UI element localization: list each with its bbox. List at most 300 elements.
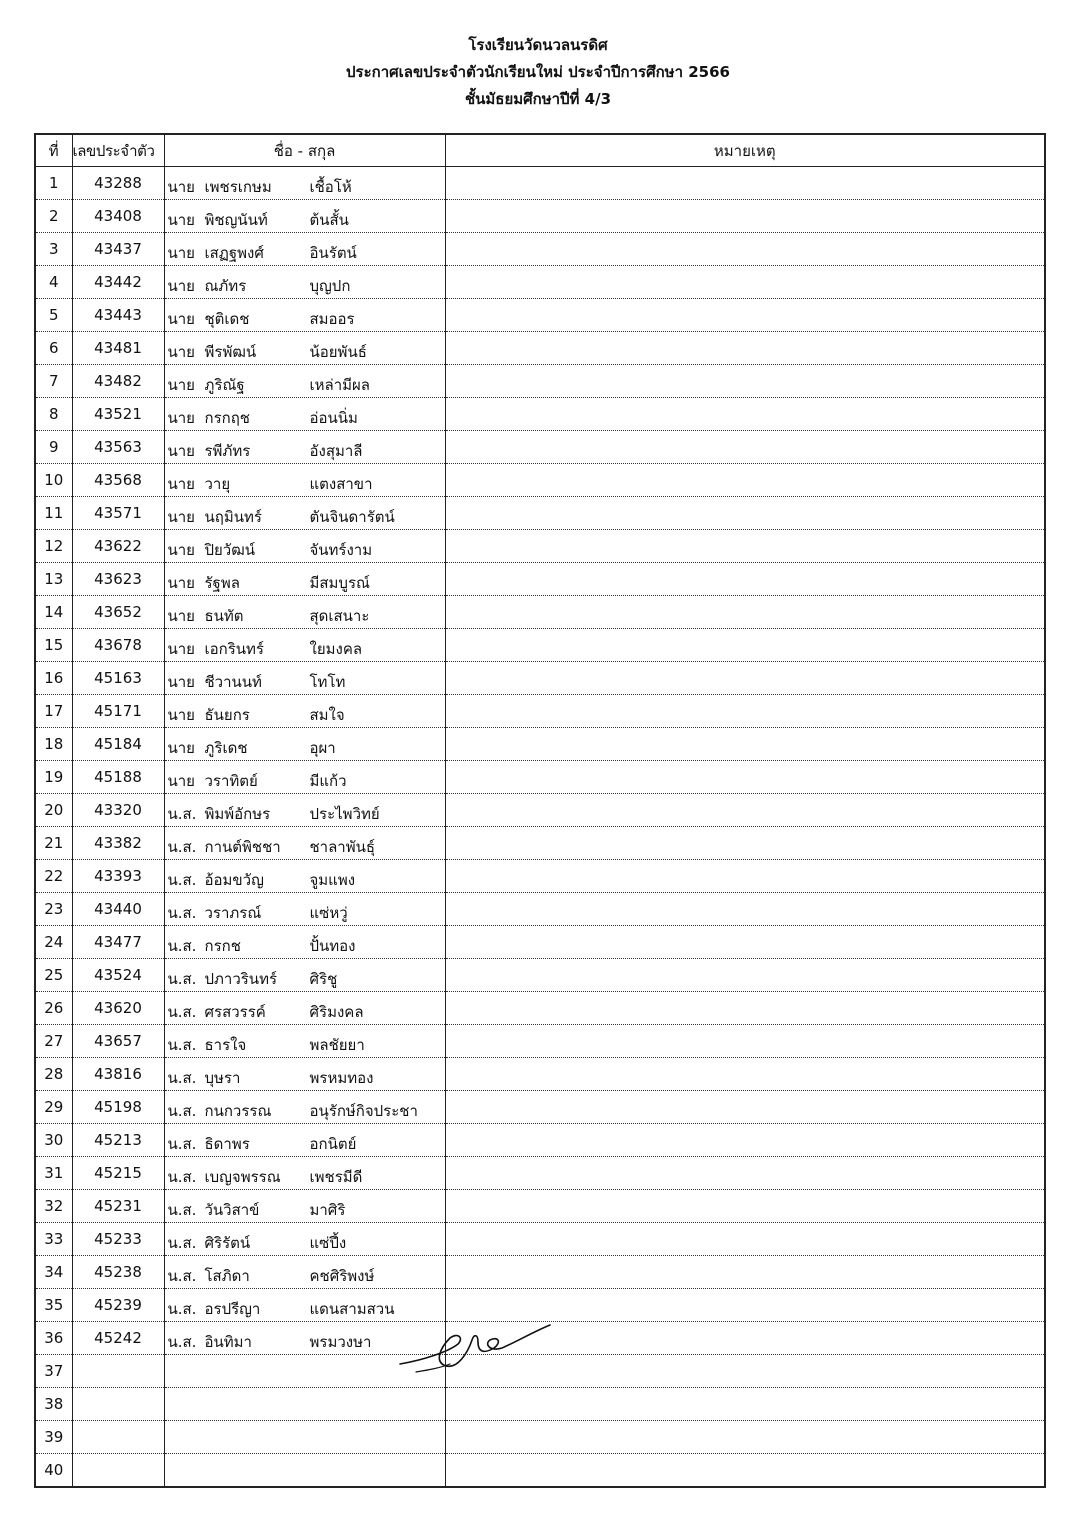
- student-name-cell: [164, 398, 445, 431]
- name-prefix: นาย: [167, 409, 195, 427]
- student-name-cell: [164, 332, 445, 365]
- note-cell: [445, 1190, 1045, 1223]
- last-name: มีสมบูรณ์: [309, 574, 370, 592]
- name-prefix: นาย: [167, 772, 195, 790]
- table-row: [35, 827, 1045, 860]
- note-cell: [445, 1058, 1045, 1091]
- header-student-id: เลขประจำตัว: [72, 134, 164, 167]
- student-id: 45215: [72, 1157, 164, 1190]
- last-name: แตงสาขา: [309, 475, 373, 493]
- student-id: 43816: [72, 1058, 164, 1091]
- student-name-cell: [164, 728, 445, 761]
- first-name: กรกช: [204, 937, 241, 955]
- note-cell: [445, 926, 1045, 959]
- name-prefix: น.ส.: [167, 1300, 197, 1318]
- note-cell: [445, 959, 1045, 992]
- first-name: วราภรณ์: [204, 904, 262, 922]
- table-row: [35, 1157, 1045, 1190]
- first-name: อ้อมขวัญ: [204, 871, 264, 889]
- student-name-cell: [164, 530, 445, 563]
- last-name: น้อยพันธ์: [309, 343, 367, 361]
- row-number: 22: [35, 860, 72, 893]
- first-name: วายุ: [204, 475, 231, 493]
- student-name-cell: [164, 464, 445, 497]
- name-prefix: นาย: [167, 739, 195, 757]
- table-row: [35, 332, 1045, 365]
- last-name: เพชรมีดี: [309, 1168, 363, 1186]
- student-id: [72, 1421, 164, 1454]
- note-cell: [445, 1256, 1045, 1289]
- note-cell: [445, 992, 1045, 1025]
- student-id: 45198: [72, 1091, 164, 1124]
- student-roster-table: [34, 133, 1046, 1488]
- first-name: พิชญนันท์: [204, 211, 268, 229]
- first-name: บุษรา: [204, 1069, 241, 1087]
- name-prefix: นาย: [167, 244, 195, 262]
- student-name-cell: [164, 1058, 445, 1091]
- first-name: ชุติเดช: [204, 310, 250, 328]
- first-name: พีรพัฒน์: [204, 343, 257, 361]
- student-name-cell: [164, 695, 445, 728]
- first-name: ปภาวรินทร์: [204, 970, 278, 988]
- table-row: [35, 992, 1045, 1025]
- first-name: เอกรินทร์: [204, 640, 264, 658]
- row-number: 7: [35, 365, 72, 398]
- row-number: 39: [35, 1421, 72, 1454]
- last-name: มาศิริ: [309, 1201, 346, 1219]
- row-number: 29: [35, 1091, 72, 1124]
- student-name-cell: [164, 629, 445, 662]
- name-prefix: น.ส.: [167, 1102, 197, 1120]
- student-name-cell: [164, 299, 445, 332]
- student-id: 45233: [72, 1223, 164, 1256]
- name-prefix: น.ส.: [167, 1036, 197, 1054]
- student-id: 43571: [72, 497, 164, 530]
- student-name-cell: [164, 761, 445, 794]
- table-row: [35, 563, 1045, 596]
- row-number: 19: [35, 761, 72, 794]
- row-number: 35: [35, 1289, 72, 1322]
- last-name: ชาลาพันธุ์: [309, 838, 376, 856]
- student-name-cell: [164, 959, 445, 992]
- table-row: [35, 1025, 1045, 1058]
- row-number: 6: [35, 332, 72, 365]
- first-name: เพชรเกษม: [204, 178, 272, 196]
- note-cell: [445, 266, 1045, 299]
- student-id: 43477: [72, 926, 164, 959]
- name-prefix: นาย: [167, 442, 195, 460]
- student-name-cell: [164, 365, 445, 398]
- student-name-cell: [164, 893, 445, 926]
- table-row: [35, 497, 1045, 530]
- row-number: 17: [35, 695, 72, 728]
- header-name: ชื่อ - สกุล: [164, 134, 445, 167]
- header-note: หมายเหตุ: [445, 134, 1045, 167]
- student-id: 45238: [72, 1256, 164, 1289]
- student-name-cell: [164, 926, 445, 959]
- row-number: 18: [35, 728, 72, 761]
- row-number: 30: [35, 1124, 72, 1157]
- first-name: อินทิมา: [204, 1333, 252, 1351]
- student-name-cell: [164, 662, 445, 695]
- name-prefix: นาย: [167, 607, 195, 625]
- note-cell: [445, 860, 1045, 893]
- table-row: [35, 959, 1045, 992]
- student-name-cell: [164, 1190, 445, 1223]
- last-name: ต้นสั้น: [309, 211, 349, 229]
- note-cell: [445, 1091, 1045, 1124]
- student-name-cell: [164, 860, 445, 893]
- student-id: 43620: [72, 992, 164, 1025]
- student-id: 45239: [72, 1289, 164, 1322]
- name-prefix: นาย: [167, 508, 195, 526]
- note-cell: [445, 596, 1045, 629]
- row-number: 3: [35, 233, 72, 266]
- student-id: 43622: [72, 530, 164, 563]
- student-id: 43440: [72, 893, 164, 926]
- table-row: [35, 728, 1045, 761]
- last-name: พลชัยยา: [309, 1036, 365, 1054]
- row-number: 27: [35, 1025, 72, 1058]
- student-name-cell: [164, 827, 445, 860]
- first-name: ชีวานนท์: [204, 673, 262, 691]
- student-id: 45188: [72, 761, 164, 794]
- table-row: [35, 1091, 1045, 1124]
- name-prefix: น.ส.: [167, 1069, 197, 1087]
- last-name: แดนสามสวน: [309, 1300, 395, 1318]
- student-id: 43652: [72, 596, 164, 629]
- first-name: วันวิสาข์: [204, 1201, 260, 1219]
- table-row: [35, 629, 1045, 662]
- first-name: ภูริณัฐ: [204, 376, 245, 394]
- row-number: 9: [35, 431, 72, 464]
- row-number: 2: [35, 200, 72, 233]
- table-row: [35, 662, 1045, 695]
- student-name-cell: [164, 1124, 445, 1157]
- table-row: [35, 1421, 1045, 1454]
- name-prefix: น.ส.: [167, 1168, 197, 1186]
- note-cell: [445, 1223, 1045, 1256]
- document-header: [0, 34, 1076, 115]
- row-number: 25: [35, 959, 72, 992]
- first-name: เสฏฐพงศ์: [204, 244, 264, 262]
- table-row: [35, 1124, 1045, 1157]
- last-name: บุญปก: [309, 277, 351, 295]
- name-prefix: น.ส.: [167, 1003, 197, 1021]
- name-prefix: นาย: [167, 574, 195, 592]
- row-number: 33: [35, 1223, 72, 1256]
- last-name: แซ่หวู่: [309, 904, 348, 922]
- note-cell: [445, 827, 1045, 860]
- student-id: 43521: [72, 398, 164, 431]
- table-row: [35, 530, 1045, 563]
- row-number: 11: [35, 497, 72, 530]
- student-name-cell: [164, 1388, 445, 1421]
- row-number: 5: [35, 299, 72, 332]
- table-row: [35, 695, 1045, 728]
- last-name: ปั้นทอง: [309, 937, 356, 955]
- table-body: [35, 167, 1045, 1488]
- table-row: [35, 1058, 1045, 1091]
- table-row: [35, 365, 1045, 398]
- name-prefix: น.ส.: [167, 1267, 197, 1285]
- note-cell: [445, 431, 1045, 464]
- last-name: อนุรักษ์กิจประชา: [309, 1102, 418, 1120]
- row-number: 21: [35, 827, 72, 860]
- table-row: [35, 1388, 1045, 1421]
- row-number: 13: [35, 563, 72, 596]
- note-cell: [445, 728, 1045, 761]
- student-id: 45171: [72, 695, 164, 728]
- table-row: [35, 1223, 1045, 1256]
- first-name: นฤมินทร์: [204, 508, 262, 526]
- name-prefix: น.ส.: [167, 970, 197, 988]
- student-id: 43382: [72, 827, 164, 860]
- note-cell: [445, 1421, 1045, 1454]
- student-name-cell: [164, 596, 445, 629]
- student-id: 43657: [72, 1025, 164, 1058]
- table-row: [35, 860, 1045, 893]
- name-prefix: นาย: [167, 475, 195, 493]
- name-prefix: น.ส.: [167, 805, 197, 823]
- table-row: [35, 464, 1045, 497]
- last-name: สมใจ: [309, 706, 345, 724]
- student-name-cell: [164, 200, 445, 233]
- last-name: เชื้อโห้: [309, 178, 352, 196]
- student-name-cell: [164, 1223, 445, 1256]
- last-name: จูมแพง: [309, 871, 356, 889]
- note-cell: [445, 530, 1045, 563]
- name-prefix: น.ส.: [167, 871, 197, 889]
- note-cell: [445, 299, 1045, 332]
- note-cell: [445, 662, 1045, 695]
- first-name: ปิยวัฒน์: [204, 541, 256, 559]
- name-prefix: น.ส.: [167, 937, 197, 955]
- row-number: 37: [35, 1355, 72, 1388]
- name-prefix: นาย: [167, 343, 195, 361]
- last-name: เหล่ามีผล: [309, 376, 370, 394]
- student-id: 45163: [72, 662, 164, 695]
- table-row: [35, 893, 1045, 926]
- name-prefix: นาย: [167, 310, 195, 328]
- first-name: โสภิดา: [204, 1267, 250, 1285]
- student-name-cell: [164, 794, 445, 827]
- first-name: ณภัทร: [204, 277, 247, 295]
- note-cell: [445, 464, 1045, 497]
- note-cell: [445, 1289, 1045, 1322]
- row-number: 12: [35, 530, 72, 563]
- table-row: [35, 398, 1045, 431]
- first-name: พิมพ์อักษร: [204, 805, 271, 823]
- announcement-title: ประกาศเลขประจำตัวนักเรียนใหม่ ประจำปีการศึกษา 2566: [346, 63, 730, 81]
- first-name: ธารใจ: [204, 1036, 247, 1054]
- name-prefix: น.ส.: [167, 1234, 197, 1252]
- first-name: วราทิตย์: [204, 772, 258, 790]
- first-name: ศรสวรรค์: [204, 1003, 266, 1021]
- name-prefix: น.ส.: [167, 838, 197, 856]
- table-row: [35, 1190, 1045, 1223]
- table-row: [35, 266, 1045, 299]
- first-name: ธันยกร: [204, 706, 250, 724]
- name-prefix: น.ส.: [167, 1135, 197, 1153]
- last-name: สมออร: [309, 310, 355, 328]
- row-number: 4: [35, 266, 72, 299]
- last-name: มีแก้ว: [309, 772, 347, 790]
- first-name: กรกฤช: [204, 409, 250, 427]
- last-name: ตันจินดารัตน์: [309, 508, 395, 526]
- note-cell: [445, 1454, 1045, 1488]
- table-row: [35, 794, 1045, 827]
- student-id: 43442: [72, 266, 164, 299]
- first-name: ภูริเดช: [204, 739, 248, 757]
- student-name-cell: [164, 1454, 445, 1488]
- student-name-cell: [164, 1091, 445, 1124]
- note-cell: [445, 1388, 1045, 1421]
- last-name: อินรัตน์: [309, 244, 357, 262]
- name-prefix: น.ส.: [167, 1333, 197, 1351]
- name-prefix: นาย: [167, 277, 195, 295]
- student-id: 43623: [72, 563, 164, 596]
- last-name: ใยมงคล: [309, 640, 363, 658]
- note-cell: [445, 629, 1045, 662]
- row-number: 38: [35, 1388, 72, 1421]
- student-name-cell: [164, 563, 445, 596]
- row-number: 23: [35, 893, 72, 926]
- first-name: รัฐพล: [204, 574, 240, 592]
- student-id: 43524: [72, 959, 164, 992]
- student-name-cell: [164, 1256, 445, 1289]
- row-number: 16: [35, 662, 72, 695]
- header-number: ที่: [35, 134, 72, 167]
- last-name: พรมวงษา: [309, 1333, 372, 1351]
- student-name-cell: [164, 1157, 445, 1190]
- student-id: 43481: [72, 332, 164, 365]
- student-id: 45213: [72, 1124, 164, 1157]
- row-number: 10: [35, 464, 72, 497]
- name-prefix: นาย: [167, 706, 195, 724]
- row-number: 34: [35, 1256, 72, 1289]
- row-number: 28: [35, 1058, 72, 1091]
- note-cell: [445, 695, 1045, 728]
- note-cell: [445, 398, 1045, 431]
- student-id: 45231: [72, 1190, 164, 1223]
- last-name: อังสุมาลี: [309, 442, 363, 460]
- student-id: 43443: [72, 299, 164, 332]
- table-row: [35, 200, 1045, 233]
- name-prefix: นาย: [167, 178, 195, 196]
- student-id: [72, 1388, 164, 1421]
- table-row: [35, 167, 1045, 200]
- row-number: 40: [35, 1454, 72, 1488]
- grade-level: ชั้นมัธยมศึกษาปีที่ 4/3: [464, 90, 612, 108]
- first-name: เบญจพรรณ: [204, 1168, 281, 1186]
- student-name-cell: [164, 167, 445, 200]
- student-name-cell: [164, 431, 445, 464]
- first-name: ธนทัต: [204, 607, 244, 625]
- student-name-cell: [164, 266, 445, 299]
- name-prefix: นาย: [167, 541, 195, 559]
- last-name: โทโท: [309, 673, 346, 691]
- name-prefix: นาย: [167, 376, 195, 394]
- student-id: 43482: [72, 365, 164, 398]
- note-cell: [445, 1025, 1045, 1058]
- note-cell: [445, 497, 1045, 530]
- name-prefix: น.ส.: [167, 1201, 197, 1219]
- name-prefix: น.ส.: [167, 904, 197, 922]
- student-id: [72, 1454, 164, 1488]
- row-number: 8: [35, 398, 72, 431]
- table-row: [35, 761, 1045, 794]
- student-name-cell: [164, 233, 445, 266]
- note-cell: [445, 167, 1045, 200]
- row-number: 15: [35, 629, 72, 662]
- student-id: 45184: [72, 728, 164, 761]
- note-cell: [445, 893, 1045, 926]
- note-cell: [445, 233, 1045, 266]
- note-cell: [445, 761, 1045, 794]
- first-name: ธิดาพร: [204, 1135, 250, 1153]
- student-name-cell: [164, 1421, 445, 1454]
- row-number: 20: [35, 794, 72, 827]
- last-name: จันทร์งาม: [309, 541, 373, 559]
- student-id: 43563: [72, 431, 164, 464]
- row-number: 36: [35, 1322, 72, 1355]
- last-name: อุผา: [309, 739, 336, 757]
- note-cell: [445, 365, 1045, 398]
- note-cell: [445, 332, 1045, 365]
- name-prefix: นาย: [167, 211, 195, 229]
- table-header-row: [35, 134, 1045, 167]
- name-prefix: นาย: [167, 640, 195, 658]
- first-name: รพีภัทร: [204, 442, 251, 460]
- student-id: 43678: [72, 629, 164, 662]
- student-name-cell: [164, 992, 445, 1025]
- row-number: 31: [35, 1157, 72, 1190]
- student-name-cell: [164, 1025, 445, 1058]
- table-row: [35, 926, 1045, 959]
- row-number: 26: [35, 992, 72, 1025]
- note-cell: [445, 1124, 1045, 1157]
- last-name: อกนิตย์: [309, 1135, 357, 1153]
- last-name: แซ่ปึ้ง: [309, 1234, 347, 1252]
- table-row: [35, 1256, 1045, 1289]
- last-name: ประไพวิทย์: [309, 805, 380, 823]
- school-name: โรงเรียนวัดนวลนรดิศ: [468, 36, 608, 54]
- student-name-cell: [164, 1289, 445, 1322]
- table-row: [35, 1289, 1045, 1322]
- table-row: [35, 299, 1045, 332]
- student-id: 43393: [72, 860, 164, 893]
- note-cell: [445, 1157, 1045, 1190]
- table-row: [35, 1454, 1045, 1488]
- student-id: 43408: [72, 200, 164, 233]
- row-number: 1: [35, 167, 72, 200]
- name-prefix: นาย: [167, 673, 195, 691]
- row-number: 24: [35, 926, 72, 959]
- last-name: พรหมทอง: [309, 1069, 374, 1087]
- student-id: 45242: [72, 1322, 164, 1355]
- note-cell: [445, 200, 1045, 233]
- first-name: ศิริรัตน์: [204, 1234, 251, 1252]
- student-id: 43568: [72, 464, 164, 497]
- table-row: [35, 431, 1045, 464]
- last-name: ศิริชู: [309, 970, 338, 988]
- first-name: อรปรีญา: [204, 1300, 261, 1318]
- last-name: อ่อนนิ่ม: [309, 409, 358, 427]
- table-row: [35, 233, 1045, 266]
- student-id: [72, 1355, 164, 1388]
- first-name: กนกวรรณ: [204, 1102, 272, 1120]
